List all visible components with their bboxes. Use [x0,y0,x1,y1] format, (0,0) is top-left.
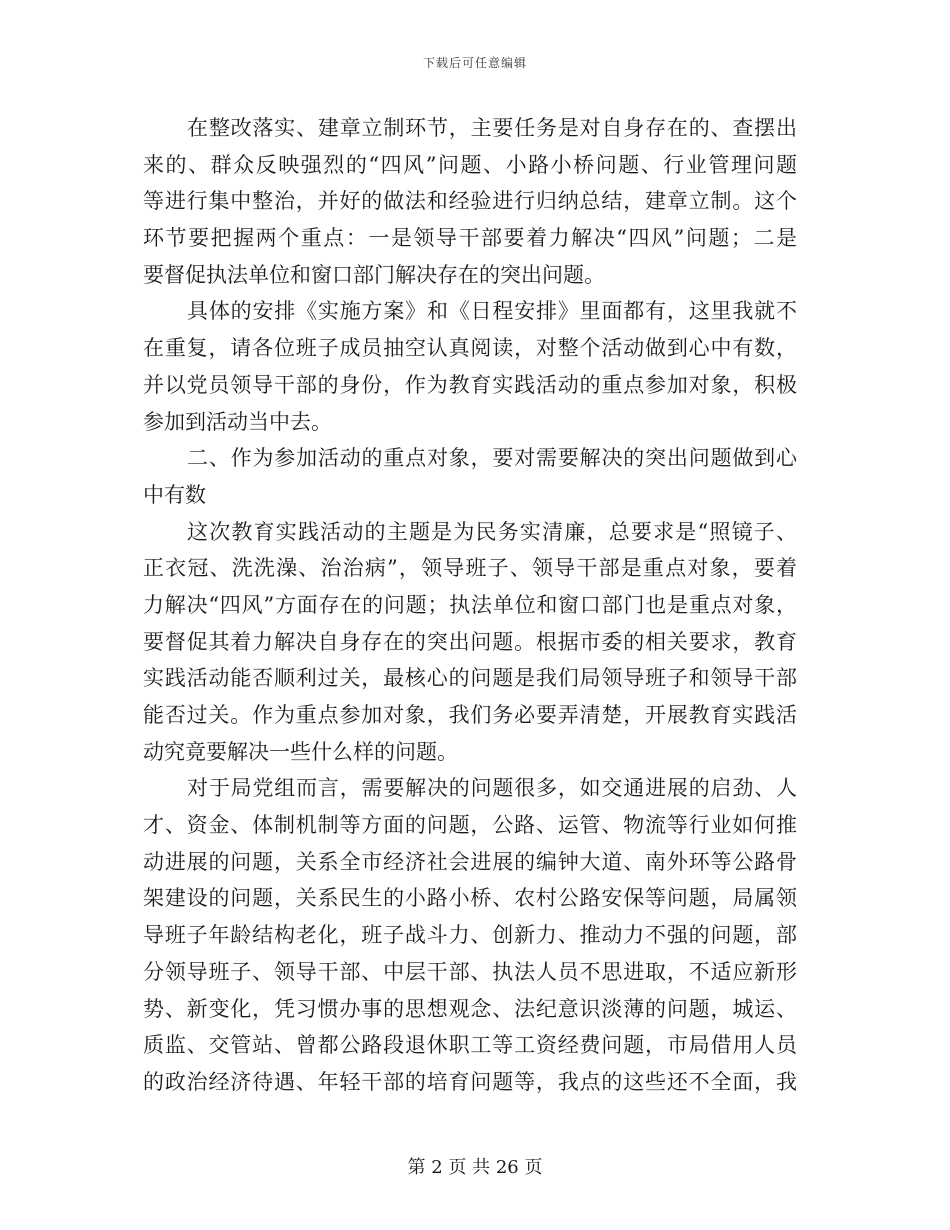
text-line: 力解决“四风”方面存在的问题；执法单位和窗口部门也是重点对象， [143,592,797,617]
text-line: 要督促其着力解决自身存在的突出问题。根据市委的相关要求，教育 [143,629,797,654]
text-line: 对于局党组而言，需要解决的问题很多，如交通进展的启劲、人 [187,776,797,801]
text-line: 的政治经济待遇、年轻干部的培育问题等，我点的这些还不全面，我 [143,1069,797,1094]
page-number-footer: 第 2 页 共 26 页 [407,1157,543,1178]
text-line: 才、资金、体制机制等方面的问题，公路、运管、物流等行业如何推 [143,813,797,838]
text-line: 导班子年龄结构老化，班子战斗力、创新力、推动力不强的问题，部 [143,923,797,948]
text-line: 分领导班子、领导干部、中层干部、执法人员不思进取，不适应新形 [143,959,797,984]
text-line: 具体的安排《实施方案》和《日程安排》里面都有，这里我就不 [187,299,797,324]
page-header: 下载后可任意编辑 [422,56,527,70]
text-line: 架建设的问题，关系民生的小路小桥、农村公路安保等问题，局属领 [143,886,797,911]
text-line: 动究竟要解决一些什么样的问题。 [143,739,458,764]
text-line: 质监、交管站、曾都公路段退休职工等工资经费问题，市局借用人员 [143,1033,797,1058]
text-line: 实践活动能否顺利过关，最核心的问题是我们局领导班子和领导干部 [143,666,797,691]
text-line: 参加到活动当中去。 [143,409,332,434]
text-line: 动进展的问题，关系全市经济社会进展的编钟大道、南外环等公路骨 [143,849,797,874]
text-line: 这次教育实践活动的主题是为民务实清廉，总要求是“照镜子、 [187,519,797,544]
document-body [143,110,797,1101]
section-heading-line: 中有数 [143,482,206,507]
text-line: 在重复，请各位班子成员抽空认真阅读，对整个活动做到心中有数， [143,336,797,361]
text-line: 等进行集中整治，并好的做法和经验进行归纳总结，建章立制。这个 [143,189,797,214]
text-line: 在整改落实、建章立制环节，主要任务是对自身存在的、查摆出 [187,116,797,140]
text-line: 能否过关。作为重点参加对象，我们务必要弄清楚，开展教育实践活 [143,703,797,727]
text-line: 势、新变化，凭习惯办事的思想观念、法纪意识淡薄的问题，城运、 [143,996,797,1021]
text-line: 环节要把握两个重点：一是领导干部要着力解决“四风”问题；二是 [143,226,797,251]
text-line: 并以党员领导干部的身份，作为教育实践活动的重点参加对象，积极 [143,372,797,397]
text-line: 来的、群众反映强烈的“四风”问题、小路小桥问题、行业管理问题 [143,152,797,177]
text-line: 要督促执法单位和窗口部门解决存在的突出问题。 [143,262,605,287]
section-heading-line: 二、作为参加活动的重点对象，要对需要解决的突出问题做到心 [187,446,797,471]
text-line: 正衣冠、洗洗澡、治治病”，领导班子、领导干部是重点对象，要着 [143,556,797,581]
